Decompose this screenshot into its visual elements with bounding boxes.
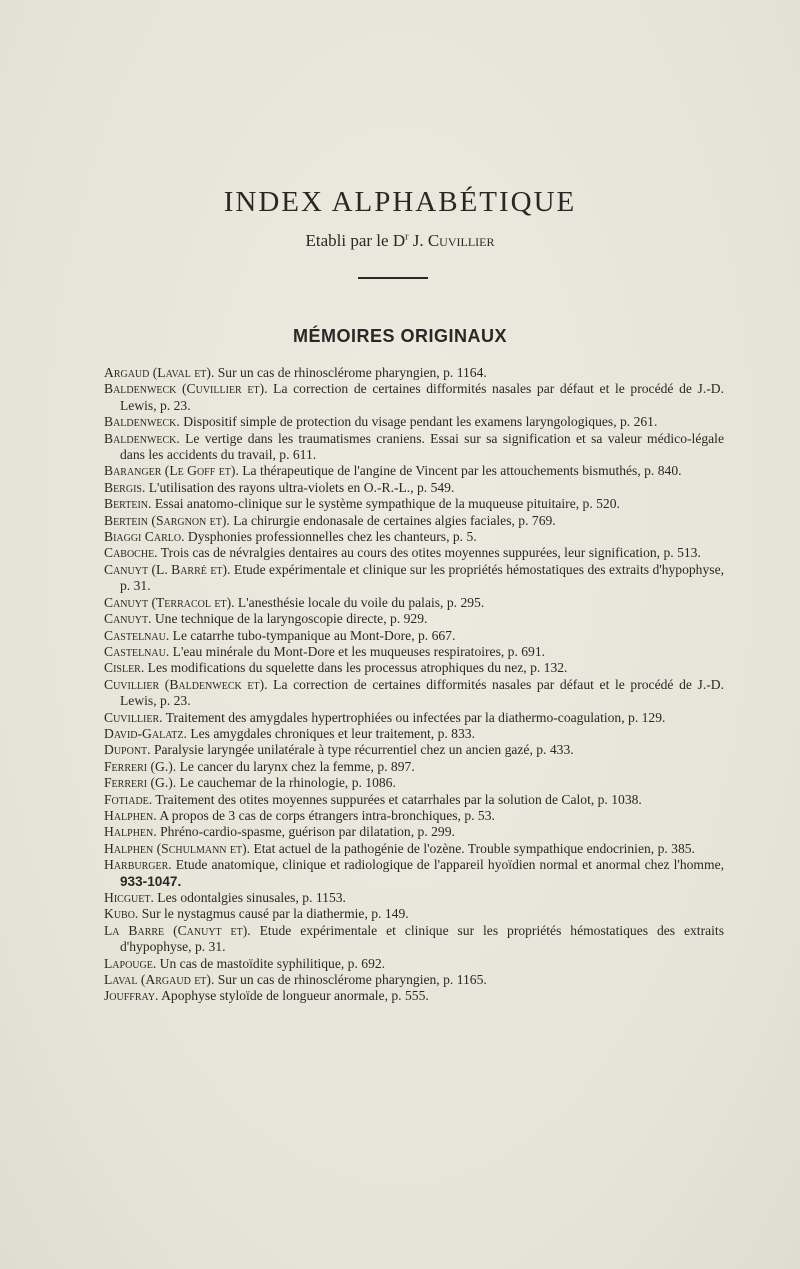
- entry-text: Le catarrhe tubo-tympanique au Mont-Dore, p. 667.: [169, 627, 456, 643]
- entry-author: Baldenweck.: [104, 430, 180, 446]
- entry-author: Harburger.: [104, 857, 172, 873]
- index-entry: [104, 890, 724, 906]
- index-entry: [104, 562, 724, 595]
- entry-author: Dupont.: [104, 742, 151, 758]
- index-entry: [104, 923, 724, 956]
- subtitle-name: Cuvillier: [427, 231, 495, 250]
- index-entry: [104, 742, 724, 758]
- entry-author: Cuvillier (Baldenweck et).: [104, 676, 268, 692]
- entry-text: La thérapeutique de l'angine de Vincent par les attouchements bismuthés, p. 840.: [238, 463, 682, 479]
- index-entry: [104, 513, 724, 529]
- index-entry: [104, 660, 724, 676]
- entry-author: Caboche.: [104, 545, 158, 561]
- entry-text: A propos de 3 cas de corps étrangers intra-bronchiques, p. 53.: [156, 807, 495, 823]
- entry-author: Baldenweck (Cuvillier et).: [104, 381, 268, 397]
- entry-text: Le cancer du larynx chez la femme, p. 897.: [176, 758, 415, 774]
- entry-author: La Barre (Canuyt et).: [104, 922, 251, 938]
- entry-text: Etude anatomique, clinique et radiologique de l'appareil hyoïdien normal et anormal chez l'homme,: [171, 857, 724, 873]
- index-entry: [104, 710, 724, 726]
- index-entry: [104, 857, 724, 890]
- index-entry: [104, 775, 724, 791]
- entry-text: Le vertige dans les traumatismes craniens. Essai sur sa signification et sa valeur médico-légale dans les accidents du travail, p. 611.: [120, 430, 724, 463]
- section-title: MÉMOIRES ORIGINAUX: [292, 326, 507, 346]
- index-entry: [104, 677, 724, 710]
- index-entry: [104, 414, 724, 430]
- entry-text: Traitement des otites moyennes suppurées et catarrhales par la solution de Calot, p. 1038.: [152, 791, 642, 807]
- index-entry: [104, 906, 724, 922]
- entry-text: Les odontalgies sinusales, p. 1153.: [153, 890, 346, 905]
- entry-author: Biaggi Carlo.: [104, 529, 185, 545]
- entry-text: Dispositif simple de protection du visage pendant les examens laryngologiques, p. 261.: [179, 414, 658, 430]
- index-entry: [104, 956, 724, 972]
- entry-text: Sur un cas de rhinosclérome pharyngien, p. 1165.: [214, 972, 487, 988]
- subtitle-initial: J.: [412, 231, 424, 250]
- entry-text: Sur un cas de rhinosclérome pharyngien, p. 1164.: [214, 365, 487, 380]
- index-entry: [104, 365, 724, 381]
- entry-author: Lapouge.: [104, 955, 157, 971]
- page-title: INDEX ALPHABÉTIQUE: [223, 186, 577, 218]
- entry-author: David-Galatz.: [104, 725, 187, 741]
- entry-text: Dysphonies professionnelles chez les chanteurs, p. 5.: [184, 529, 477, 545]
- index-entry: [104, 792, 724, 808]
- index-entry: [104, 808, 724, 824]
- index-entry: [104, 431, 724, 464]
- entry-author: Laval (Argaud et).: [104, 972, 215, 988]
- index-entry: [104, 759, 724, 775]
- entry-author: Jouffray.: [104, 988, 159, 1004]
- entry-author: Halphen (Schulmann et).: [104, 840, 251, 856]
- entry-text: Sur le nystagmus causé par la diathermie, p. 149.: [138, 906, 409, 922]
- entry-text: Le cauchemar de la rhinologie, p. 1086.: [176, 775, 396, 791]
- entry-author: Bertein (Sargnon et).: [104, 512, 230, 528]
- entry-author: Canuyt (L. Barré et).: [104, 561, 231, 577]
- index-entry: [104, 972, 724, 988]
- entry-text: La correction de certaines difformités nasales par défaut et le procédé de J.-D. Lewis, p. 23.: [120, 381, 724, 413]
- index-entry: [104, 463, 724, 479]
- index-entry: [104, 529, 724, 545]
- entry-text: L'anesthésie locale du voile du palais, p. 295.: [234, 594, 485, 610]
- index-entry: [104, 480, 724, 496]
- entry-author: Argaud (Laval et).: [104, 365, 215, 380]
- index-entry: [104, 841, 724, 857]
- index-entry: [104, 824, 724, 840]
- entry-author: Baranger (Le Goff et).: [104, 463, 239, 479]
- entry-text: Trois cas de névralgies dentaires au cours des otites moyennes suppurées, leur signification, p. 513.: [157, 545, 701, 561]
- entry-author: Castelnau.: [104, 643, 170, 659]
- index-entry: [104, 381, 724, 414]
- index-entry: [104, 726, 724, 742]
- entry-text: Essai anatomo-clinique sur le système sympathique de la muqueuse pituitaire, p. 520.: [151, 496, 620, 512]
- entry-text: Les modifications du squelette dans les processus atrophiques du nez, p. 132.: [144, 660, 568, 676]
- entry-text: Phréno-cardio-spasme, guérison par dilatation, p. 299.: [156, 824, 455, 840]
- entry-text: Une technique de la laryngoscopie directe, p. 929.: [151, 611, 428, 627]
- entry-author: Castelnau.: [104, 627, 170, 643]
- index-entry: [104, 628, 724, 644]
- page-subtitle: [0, 231, 800, 251]
- entry-text: La correction de certaines difformités nasales par défaut et le procédé de J.-D. Lewis, p. 23.: [120, 676, 724, 709]
- entry-author: Bergis.: [104, 479, 146, 495]
- entry-author: Ferreri (G.).: [104, 775, 177, 791]
- index-entry-list: [104, 365, 724, 1005]
- entry-text: L'utilisation des rayons ultra-violets en O.-R.-L., p. 549.: [145, 479, 455, 495]
- entry-author: Fotiade.: [104, 791, 153, 807]
- divider-rule: [358, 277, 428, 279]
- entry-text: Etude expérimentale et clinique sur les propriétés hémostatiques des extraits d'hypophyse, p. 31.: [120, 922, 724, 955]
- index-entry: [104, 496, 724, 512]
- entry-text: Les amygdales chroniques et leur traitement, p. 833.: [186, 725, 475, 741]
- entry-text: Etude expérimentale et clinique sur les propriétés hémostatiques des extraits d'hypophyse, p. 31.: [120, 561, 724, 594]
- entry-pages-bold: 933-1047.: [120, 873, 182, 889]
- entry-author: Kubo.: [104, 906, 139, 922]
- entry-text: Etat actuel de la pathogénie de l'ozène. Trouble sympathique endocrinien, p. 385.: [250, 840, 695, 856]
- entry-author: Halphen.: [104, 824, 157, 840]
- entry-author: Ferreri (G.).: [104, 758, 177, 774]
- entry-text: Traitement des amygdales hypertrophiées ou infectées par la diathermo-coagulation, p. 129.: [162, 709, 666, 725]
- entry-author: Cuvillier.: [104, 709, 163, 725]
- index-entry: [104, 644, 724, 660]
- entry-author: Canuyt (Terracol et).: [104, 594, 235, 610]
- entry-text: La chirurgie endonasale de certaines algies faciales, p. 769.: [229, 512, 556, 528]
- index-entry: [104, 545, 724, 561]
- entry-author: Bertein.: [104, 496, 152, 512]
- entry-author: Canuyt.: [104, 611, 152, 627]
- entry-text: Apophyse styloïde de longueur anormale, p. 555.: [158, 988, 429, 1004]
- subtitle-sup: r: [405, 231, 409, 243]
- entry-text: Un cas de mastoïdite syphilitique, p. 692.: [156, 955, 386, 971]
- entry-author: Cisler.: [104, 660, 145, 676]
- index-entry: [104, 988, 724, 1004]
- entry-author: Hicguet.: [104, 890, 154, 905]
- index-entry: [104, 595, 724, 611]
- subtitle-prefix: Etabli par le D: [305, 231, 406, 250]
- entry-author: Halphen.: [104, 807, 157, 823]
- entry-text: Paralysie laryngée unilatérale à type récurrentiel chez un ancien gazé, p. 433.: [150, 742, 574, 758]
- index-entry: [104, 611, 724, 627]
- entry-text: L'eau minérale du Mont-Dore et les muqueuses respiratoires, p. 691.: [169, 643, 546, 659]
- entry-author: Baldenweck.: [104, 414, 180, 430]
